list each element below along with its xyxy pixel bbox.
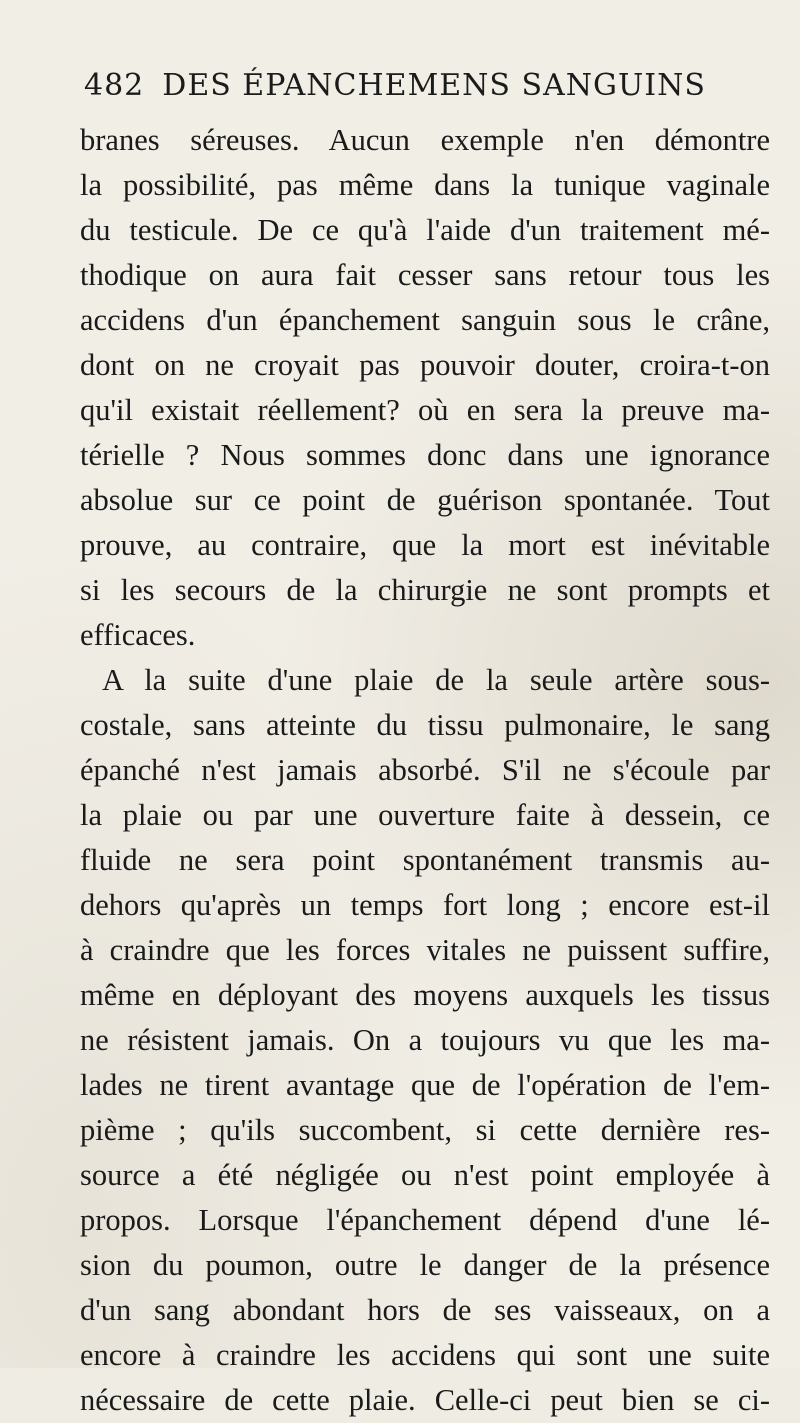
text-line: absolue sur ce point de guérison spontanée. Tout xyxy=(80,483,770,517)
text-line: térielle ? Nous sommes donc dans une ignorance xyxy=(80,438,770,472)
text-line: accidens d'un épanchement sanguin sous le crâne, xyxy=(80,303,770,337)
text-line: source a été négligée ou n'est point employée à xyxy=(80,1158,770,1192)
text-line: la possibilité, pas même dans la tunique vaginale xyxy=(80,168,770,202)
text-line: costale, sans atteinte du tissu pulmonaire, le sang xyxy=(80,708,770,742)
page-number: 482 xyxy=(84,68,145,103)
text-line: d'un sang abondant hors de ses vaisseaux, on a xyxy=(80,1293,770,1327)
text-line: fluide ne sera point spontanément transmis au- xyxy=(80,843,770,877)
text-line: sion du poumon, outre le danger de la présence xyxy=(80,1248,770,1282)
text-line: pième ; qu'ils succombent, si cette dernière res- xyxy=(80,1113,770,1147)
text-line: A la suite d'une plaie de la seule artère sous- xyxy=(102,663,770,697)
text-line: nécessaire de cette plaie. Celle-ci peut bien se ci- xyxy=(80,1383,770,1417)
text-line: ne résistent jamais. On a toujours vu que les ma- xyxy=(80,1023,770,1057)
text-line: thodique on aura fait cesser sans retour tous les xyxy=(80,258,770,292)
body-text xyxy=(80,118,770,1423)
text-line: du testicule. De ce qu'à l'aide d'un traitement mé- xyxy=(80,213,770,247)
running-title: DES ÉPANCHEMENS SANGUINS xyxy=(162,68,706,103)
text-line: efficaces. xyxy=(80,618,196,652)
text-line: si les secours de la chirurgie ne sont prompts et xyxy=(80,573,770,607)
text-line: dehors qu'après un temps fort long ; encore est-il xyxy=(80,888,770,922)
text-line: dont on ne croyait pas pouvoir douter, croira-t-on xyxy=(80,348,770,382)
text-line: prouve, au contraire, que la mort est inévitable xyxy=(80,528,770,562)
text-line: propos. Lorsque l'épanchement dépend d'une lé- xyxy=(80,1203,770,1237)
text-line: lades ne tirent avantage que de l'opération de l'em- xyxy=(80,1068,770,1102)
text-line: la plaie ou par une ouverture faite à dessein, ce xyxy=(80,798,770,832)
text-line: qu'il existait réellement? où en sera la preuve ma- xyxy=(80,393,770,427)
text-line: à craindre que les forces vitales ne puissent suffire, xyxy=(80,933,770,967)
text-line: branes séreuses. Aucun exemple n'en démontre xyxy=(80,123,770,157)
text-line: encore à craindre les accidens qui sont une suite xyxy=(80,1338,770,1372)
text-line: même en déployant des moyens auxquels les tissus xyxy=(80,978,770,1012)
text-line: épanché n'est jamais absorbé. S'il ne s'écoule par xyxy=(80,753,770,787)
running-header xyxy=(84,68,724,103)
